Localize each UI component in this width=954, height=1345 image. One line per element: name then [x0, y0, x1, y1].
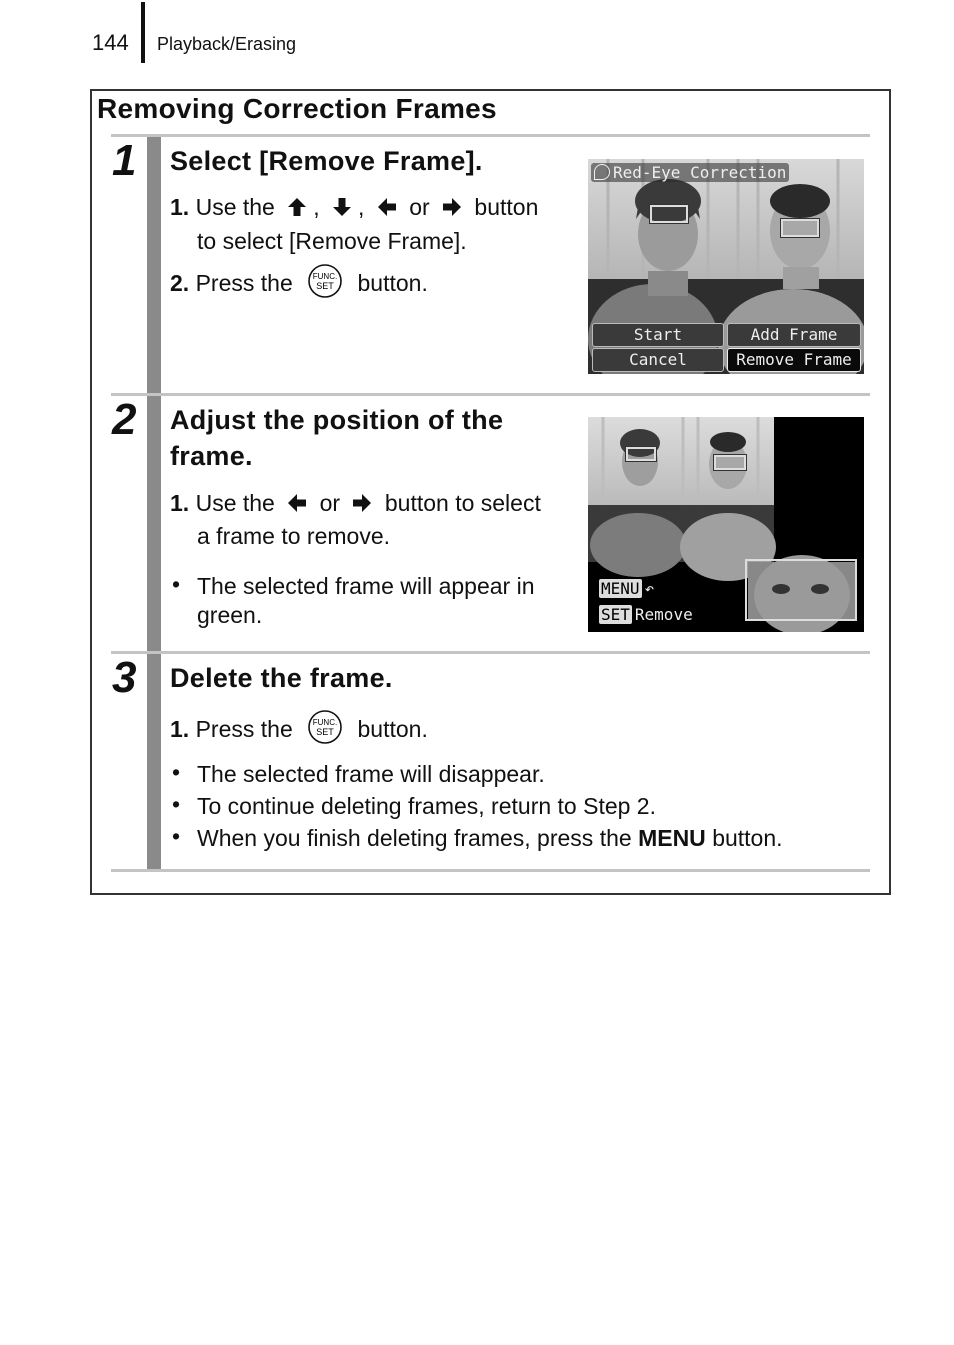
step-bar [147, 137, 161, 393]
instruction-text: a frame to remove. [197, 523, 391, 549]
menu-remove-frame[interactable]: Remove Frame [727, 348, 861, 372]
step-number: 2 [112, 395, 137, 444]
menu-start[interactable]: Start [592, 323, 724, 347]
correction-frame [781, 219, 819, 237]
func-label: FUNC. [312, 272, 338, 281]
bullet: • [172, 791, 181, 817]
section-title: Playback/Erasing [157, 34, 297, 54]
instruction [170, 263, 428, 299]
menu-add-frame[interactable]: Add Frame [727, 323, 861, 347]
step-title: Adjust the position of the [170, 405, 504, 435]
instruction [170, 488, 541, 518]
instruction-text: Use the [195, 194, 275, 220]
camera-screen-remove-frame [588, 417, 864, 632]
header-divider [141, 2, 145, 63]
left-arrow-icon [377, 197, 397, 217]
right-arrow-icon [352, 493, 372, 513]
set-label: SET [316, 281, 334, 291]
bullet-text: button. [712, 825, 783, 851]
instruction-text: or [409, 194, 430, 220]
divider [111, 651, 870, 654]
step-title: Select [Remove Frame]. [170, 146, 483, 176]
set-key-label: SET [601, 605, 630, 624]
instruction-number: 1. [170, 490, 190, 516]
set-hint [599, 605, 693, 624]
screen-header [591, 163, 789, 182]
instruction: 1. Use the , , or button [170, 194, 539, 220]
divider [111, 869, 870, 872]
bullet: • [172, 823, 181, 849]
red-eye-icon [594, 164, 610, 180]
set-action-text: Remove [634, 605, 693, 624]
bullet-text: To continue deleting frames, return to Step 2. [197, 793, 656, 819]
bullet-text: The selected frame will appear in [197, 573, 535, 599]
instruction-number: 1. [170, 716, 190, 742]
instruction-text: button. [357, 270, 428, 296]
func-set-button-icon [307, 709, 343, 745]
bullet-item [197, 823, 783, 853]
instruction-text: button to select [384, 490, 541, 516]
correction-frame [626, 447, 656, 461]
instruction-text: to select [Remove Frame]. [197, 228, 467, 254]
instruction-text: button [474, 194, 539, 220]
set-label: SET [316, 727, 334, 737]
screen-header-text: Red-Eye Correction [613, 163, 787, 182]
left-arrow-icon [287, 493, 307, 513]
bullet-text: The selected frame will disappear. [197, 761, 545, 787]
menu-key-label: MENU [601, 579, 640, 598]
instruction-text: Press the [195, 270, 293, 296]
step-number: 3 [112, 653, 137, 702]
instruction-text: or [319, 490, 341, 516]
menu-cancel[interactable]: Cancel [592, 348, 724, 372]
page-number: 144 [92, 30, 129, 55]
instruction-text: Press the [195, 716, 293, 742]
instruction-text: Use the [195, 490, 275, 516]
box-title: Removing Correction Frames [97, 93, 497, 124]
up-arrow-icon [287, 197, 307, 217]
func-set-button-icon [307, 263, 343, 299]
divider [111, 134, 870, 137]
func-label: FUNC. [312, 718, 338, 727]
step-number: 1 [112, 136, 137, 185]
instruction-number: 2. [170, 270, 190, 296]
down-arrow-icon [332, 197, 352, 217]
camera-screen-red-eye-correction [588, 159, 864, 374]
correction-frame [650, 205, 688, 223]
bullet: • [172, 759, 181, 785]
menu-button-label: MENU [638, 825, 706, 851]
step-bar [147, 396, 161, 651]
instruction [170, 709, 428, 745]
divider [111, 393, 870, 396]
bullet-text: green. [197, 602, 263, 628]
menu-hint [599, 579, 654, 598]
right-arrow-icon [442, 197, 462, 217]
step-title: frame. [170, 441, 253, 471]
step-title: Delete the frame. [170, 663, 393, 693]
bullet-text: When you finish deleting frames, press the [197, 825, 632, 851]
step-bar [147, 654, 161, 869]
correction-frame-selected [714, 455, 746, 470]
bullet: • [172, 571, 181, 597]
instruction-number: 1. [170, 194, 190, 220]
instruction-text: button. [357, 716, 428, 742]
back-icon: ↶ [644, 579, 655, 598]
